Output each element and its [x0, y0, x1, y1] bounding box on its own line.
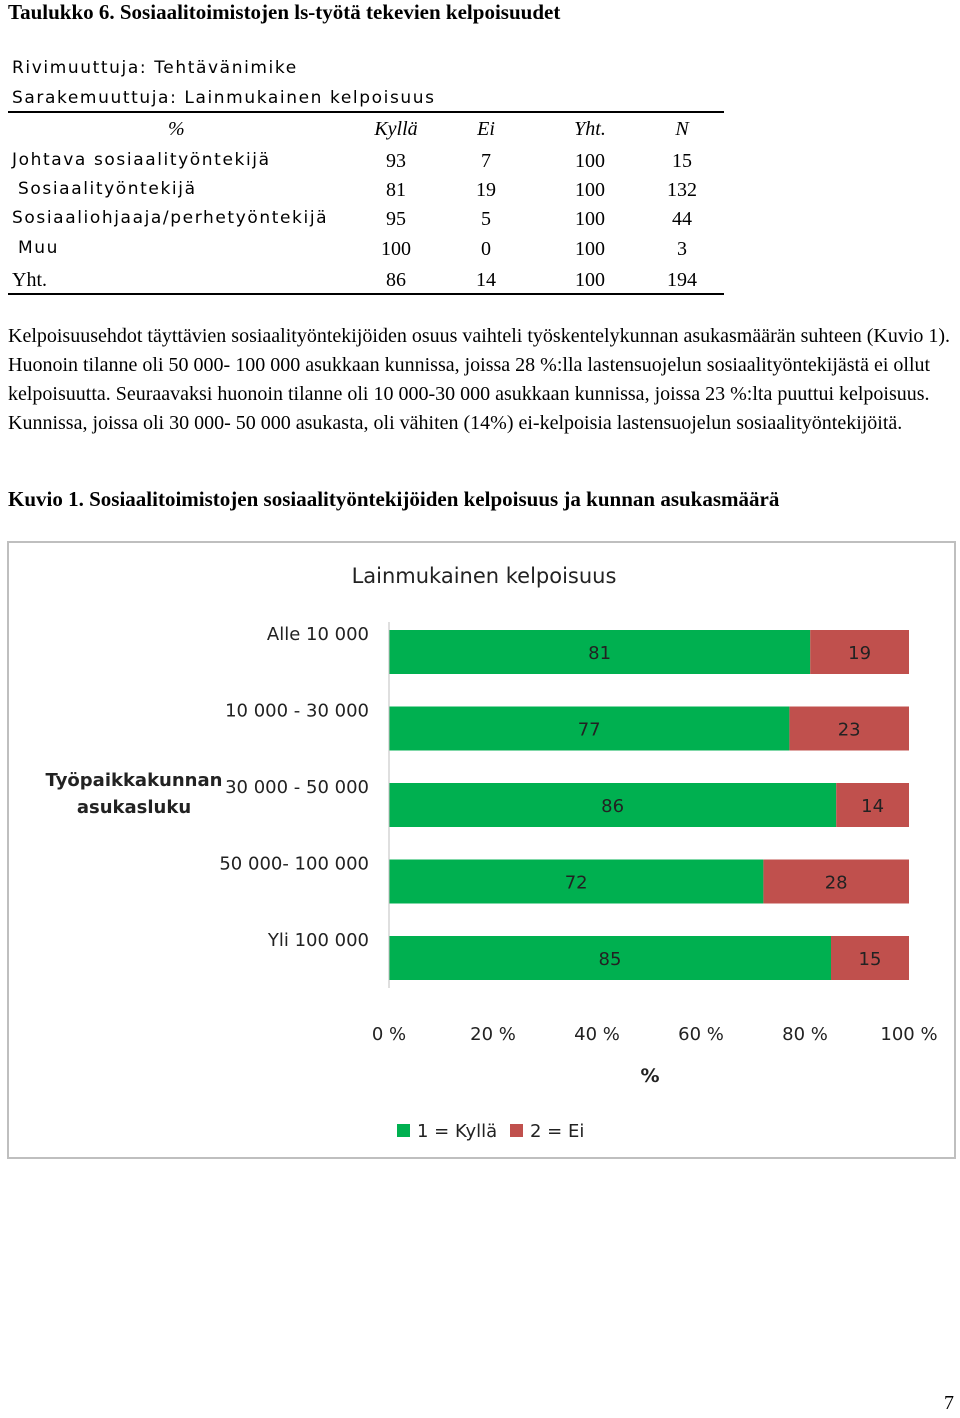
chart-title: Lainmukainen kelpoisuus [351, 564, 617, 588]
x-tick-label: 100 % [880, 1024, 938, 1045]
header-percent: % [168, 118, 185, 140]
data-label: 86 [601, 796, 625, 817]
data-label: 19 [848, 643, 872, 664]
bars-group [219, 622, 909, 988]
legend-label: 2 = Ei [530, 1121, 585, 1142]
x-tick-label: 20 % [470, 1024, 516, 1045]
y-axis-label-line: asukasluku [76, 797, 192, 818]
row-label: Yht. [12, 269, 47, 291]
cell-yht: 100 [575, 238, 605, 260]
chart-frame [7, 541, 956, 1159]
x-tick-label: 80 % [782, 1024, 828, 1045]
legend-swatch-ei [510, 1124, 523, 1137]
row-label: Sosiaalityöntekijä [18, 179, 197, 199]
legend-swatch-kylla [397, 1124, 410, 1137]
category-label: 30 000 - 50 000 [225, 777, 369, 798]
table-row [8, 238, 724, 268]
table-header-row [8, 118, 724, 148]
row-label: Johtava sosiaalityöntekijä [12, 150, 271, 170]
cell-kylla: 81 [386, 179, 406, 201]
category-label: Yli 100 000 [267, 930, 369, 951]
cell-kylla: 86 [386, 269, 406, 291]
table-row [8, 150, 724, 180]
data-label: 72 [564, 872, 588, 894]
cell-ei: 19 [476, 179, 496, 201]
stacked-bar-chart [9, 543, 954, 1157]
category-label: Alle 10 000 [266, 624, 369, 645]
table-top-rule [8, 111, 724, 113]
x-tick-label: 40 % [574, 1024, 620, 1045]
x-tick-label: 0 % [371, 1024, 407, 1045]
cell-kylla: 100 [381, 238, 411, 260]
cell-ei: 7 [481, 150, 491, 172]
column-variable: Sarakemuuttuja: Lainmukainen kelpoisuus [12, 88, 436, 108]
data-label: 77 [577, 719, 601, 741]
cell-n: 132 [667, 179, 697, 201]
header-kylla: Kyllä [374, 118, 418, 140]
y-axis-label-line: Työpaikkakunnan [45, 770, 223, 791]
figure-caption: Kuvio 1. Sosiaalitoimistojen sosiaalityöntekijöiden kelpoisuus ja kunnan asukasmäärä [8, 487, 780, 511]
x-axis-label: % [640, 1065, 660, 1087]
cell-n: 15 [672, 150, 692, 172]
data-label: 81 [588, 643, 612, 664]
cell-yht: 100 [575, 150, 605, 172]
x-tick-label: 60 % [678, 1024, 724, 1045]
cell-ei: 5 [481, 208, 491, 230]
cell-ei: 0 [481, 238, 491, 260]
data-label: 14 [861, 796, 885, 817]
table-row [8, 208, 724, 238]
cell-n: 44 [672, 208, 692, 230]
table-title: Taulukko 6. Sosiaalitoimistojen ls-työtä tekevien kelpoisuudet [8, 0, 561, 24]
cell-yht: 100 [575, 269, 605, 291]
data-label: 15 [858, 949, 882, 970]
header-ei: Ei [477, 118, 495, 140]
table-bottom-rule [8, 293, 724, 295]
body-paragraph: Kelpoisuusehdot täyttävien sosiaalityöntekijöiden osuus vaihteli työskentelykunnan asukasmäärän suhteen (Kuvio 1). Huonoin tilanne oli 50 000- 100 000 asukkaan kunnissa, joissa 28 %:lla lastensuojelun sosiaalityöntekijästä ei ollut kelpoisuutta. Seuraavaksi huonoin tilanne oli 10 000-30 000 asukkaan kunnissa, joissa 23 %:lta puuttui kelpoisuus. Kunnissa, joissa oli 30 000- 50 000 asukasta, oli vähiten (14%) ei-kelpoisia lastensuojelun sosiaalityöntekijöitä. [8, 325, 951, 434]
cell-yht: 100 [575, 179, 605, 201]
row-variable: Rivimuuttuja: Tehtävänimike [12, 58, 298, 78]
category-label: 50 000- 100 000 [219, 853, 369, 875]
category-label: 10 000 - 30 000 [225, 700, 369, 722]
legend [397, 1121, 584, 1142]
cell-kylla: 95 [386, 208, 406, 230]
legend-label: 1 = Kyllä [417, 1121, 498, 1142]
cell-n: 194 [667, 269, 697, 291]
cell-yht: 100 [575, 208, 605, 230]
y-axis-label-group [46, 770, 223, 818]
row-label: Muu [18, 238, 60, 258]
x-ticks-group [372, 1024, 938, 1045]
header-yht: Yht. [574, 118, 606, 140]
data-label: 23 [837, 719, 861, 741]
cell-ei: 14 [476, 269, 496, 291]
table-row [8, 179, 724, 209]
data-label: 28 [824, 872, 848, 894]
cell-kylla: 93 [386, 150, 406, 172]
page-number: 7 [944, 1392, 954, 1414]
header-n: N [675, 118, 689, 140]
cell-n: 3 [677, 238, 687, 260]
data-label: 85 [598, 949, 622, 970]
row-label: Sosiaaliohjaaja/perhetyöntekijä [12, 208, 329, 228]
